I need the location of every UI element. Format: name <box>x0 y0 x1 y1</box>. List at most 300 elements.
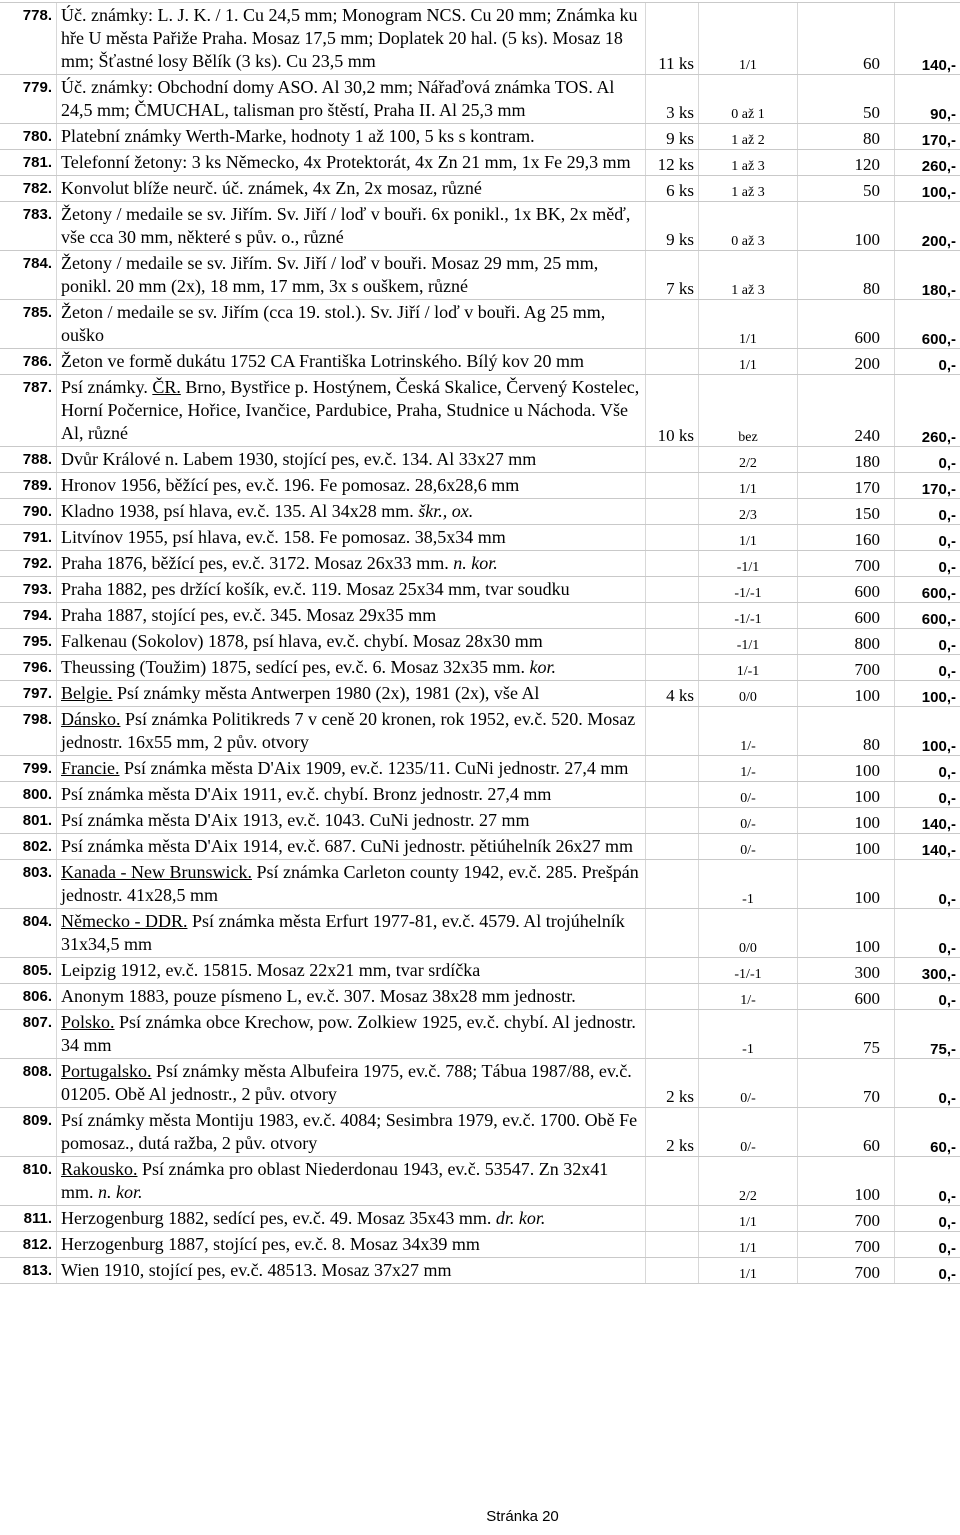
condition-note: dr. kor. <box>495 1208 546 1228</box>
lot-quantity <box>646 756 699 782</box>
lot-condition: 0 až 1 <box>699 75 798 124</box>
lot-condition: 0/- <box>699 808 798 834</box>
description-text: Herzogenburg 1882, sedící pes, ev.č. 49. Mosaz 35x43 mm. <box>61 1208 496 1228</box>
description-text: Žeton ve formě dukátu 1752 CA Františka Lotrinského. Bílý kov 20 mm <box>61 351 584 371</box>
lot-estimate: 700 <box>798 1206 895 1232</box>
lot-estimate: 100 <box>798 782 895 808</box>
lot-number: 784. <box>0 251 57 300</box>
lot-number: 800. <box>0 782 57 808</box>
description-text: Konvolut blíže neurč. úč. známek, 4x Zn, 2x mosaz, různé <box>61 178 482 198</box>
lot-quantity <box>646 300 699 349</box>
lot-quantity: 11 ks <box>646 3 699 75</box>
lot-result: 180,- <box>895 251 960 300</box>
country-heading: Rakousko. <box>61 1159 138 1179</box>
lot-condition: 1 až 2 <box>699 124 798 150</box>
lot-row <box>0 251 960 300</box>
lot-description <box>57 525 646 551</box>
lot-row <box>0 1232 960 1258</box>
lot-number: 778. <box>0 3 57 75</box>
description-text: Psí známka pro oblast Niederdonau 1943, ev.č. 53547. Zn 32x41 mm. <box>61 1159 609 1202</box>
description-text: Praha 1882, pes držící košík, ev.č. 119. Mosaz 25x34 mm, tvar soudku <box>61 579 570 599</box>
lot-description <box>57 1108 646 1157</box>
country-heading: ČR. <box>152 377 181 397</box>
lot-row <box>0 655 960 681</box>
lot-description <box>57 655 646 681</box>
description-text: Kladno 1938, psí hlava, ev.č. 135. Al 34x28 mm. <box>61 501 419 521</box>
lot-condition: 1/- <box>699 984 798 1010</box>
lot-quantity: 9 ks <box>646 124 699 150</box>
lot-estimate: 70 <box>798 1059 895 1108</box>
lot-number: 810. <box>0 1157 57 1206</box>
lot-description <box>57 808 646 834</box>
lot-number: 808. <box>0 1059 57 1108</box>
description-text: Dvůr Králové n. Labem 1930, stojící pes, ev.č. 134. Al 33x27 mm <box>61 449 537 469</box>
lot-number: 794. <box>0 603 57 629</box>
lot-number: 805. <box>0 958 57 984</box>
lot-result: 0,- <box>895 909 960 958</box>
lot-result: 0,- <box>895 629 960 655</box>
lot-result: 0,- <box>895 1232 960 1258</box>
lot-estimate: 75 <box>798 1010 895 1059</box>
lot-row <box>0 782 960 808</box>
lot-condition: -1/-1 <box>699 603 798 629</box>
lot-estimate: 600 <box>798 603 895 629</box>
lot-description <box>57 577 646 603</box>
lot-description <box>57 375 646 447</box>
lot-description <box>57 499 646 525</box>
lot-quantity <box>646 707 699 756</box>
description-text: Žetony / medaile se sv. Jiřím. Sv. Jiří / loď v bouři. Mosaz 29 mm, 25 mm, ponikl. 20 mm (2x), 18 mm, 17 mm, 3x s ouškem, různé <box>61 253 599 296</box>
lot-description <box>57 707 646 756</box>
lot-estimate: 100 <box>798 681 895 707</box>
lot-condition: 2/2 <box>699 447 798 473</box>
lot-result: 90,- <box>895 75 960 124</box>
description-text: Leipzig 1912, ev.č. 15815. Mosaz 22x21 mm, tvar srdíčka <box>61 960 481 980</box>
lot-result: 100,- <box>895 681 960 707</box>
description-text: Psí známka města Erfurt 1977-81, ev.č. 4579. Al trojúhelník 31x34,5 mm <box>61 911 625 954</box>
lot-result: 260,- <box>895 150 960 176</box>
lot-number: 811. <box>0 1206 57 1232</box>
lot-result: 0,- <box>895 349 960 375</box>
lot-condition: 1/1 <box>699 1258 798 1284</box>
country-heading: Kanada - New Brunswick. <box>61 862 252 882</box>
lot-description <box>57 1059 646 1108</box>
lot-number: 786. <box>0 349 57 375</box>
lot-quantity: 9 ks <box>646 202 699 251</box>
lot-number: 791. <box>0 525 57 551</box>
lot-result: 0,- <box>895 525 960 551</box>
lot-result: 100,- <box>895 176 960 202</box>
lot-estimate: 240 <box>798 375 895 447</box>
description-text: Žeton / medaile se sv. Jiřím (cca 19. stol.). Sv. Jiří / loď v bouři. Ag 25 mm, ouško <box>61 302 606 345</box>
lot-description <box>57 681 646 707</box>
lot-estimate: 100 <box>798 834 895 860</box>
lot-estimate: 100 <box>798 860 895 909</box>
lot-estimate: 50 <box>798 176 895 202</box>
lot-row <box>0 3 960 75</box>
lot-description <box>57 984 646 1010</box>
lot-description <box>57 1206 646 1232</box>
lot-condition: 2/2 <box>699 1157 798 1206</box>
description-text: Psí známka Politikreds 7 v ceně 20 kronen, rok 1952, ev.č. 520. Mosaz jednostr. 16x55 mm, 2 pův. otvory <box>61 709 636 752</box>
lot-condition: 1/1 <box>699 1232 798 1258</box>
lot-condition: -1 <box>699 860 798 909</box>
country-heading: Polsko. <box>61 1012 115 1032</box>
lot-estimate: 100 <box>798 202 895 251</box>
lot-description <box>57 75 646 124</box>
lot-result: 260,- <box>895 375 960 447</box>
lot-estimate: 120 <box>798 150 895 176</box>
lot-result: 0,- <box>895 447 960 473</box>
lot-number: 809. <box>0 1108 57 1157</box>
lot-estimate: 100 <box>798 1157 895 1206</box>
description-text: Praha 1887, stojící pes, ev.č. 345. Mosaz 29x35 mm <box>61 605 437 625</box>
lot-estimate: 700 <box>798 551 895 577</box>
description-text: Platební známky Werth-Marke, hodnoty 1 až 100, 5 ks s kontram. <box>61 126 535 146</box>
lot-row <box>0 603 960 629</box>
lot-estimate: 600 <box>798 300 895 349</box>
lot-condition: 2/3 <box>699 499 798 525</box>
lot-quantity: 7 ks <box>646 251 699 300</box>
lot-row <box>0 551 960 577</box>
lot-quantity: 2 ks <box>646 1059 699 1108</box>
lot-quantity <box>646 1157 699 1206</box>
lot-row <box>0 1108 960 1157</box>
description-text: Psí známky města Albufeira 1975, ev.č. 788; Tábua 1987/88, ev.č. 01205. Obě Al jednostr., 2 pův. otvory <box>61 1061 632 1104</box>
page-footer <box>0 1508 960 1525</box>
lot-quantity <box>646 782 699 808</box>
country-heading: Portugalsko. <box>61 1061 152 1081</box>
lot-row <box>0 150 960 176</box>
lot-row <box>0 707 960 756</box>
lot-description <box>57 150 646 176</box>
lot-description <box>57 629 646 655</box>
lot-condition: 1 až 3 <box>699 150 798 176</box>
lot-condition: -1/1 <box>699 551 798 577</box>
lot-row <box>0 681 960 707</box>
lot-condition: 1 až 3 <box>699 176 798 202</box>
lot-row <box>0 300 960 349</box>
lot-row <box>0 124 960 150</box>
lot-number: 785. <box>0 300 57 349</box>
country-heading: Francie. <box>61 758 120 778</box>
lot-row <box>0 1010 960 1059</box>
lot-row <box>0 349 960 375</box>
lot-result: 0,- <box>895 655 960 681</box>
lot-result: 0,- <box>895 860 960 909</box>
lot-quantity <box>646 525 699 551</box>
lot-number: 799. <box>0 756 57 782</box>
lot-description <box>57 1258 646 1284</box>
lot-number: 812. <box>0 1232 57 1258</box>
lot-row <box>0 808 960 834</box>
lot-quantity <box>646 655 699 681</box>
lot-estimate: 60 <box>798 3 895 75</box>
lot-condition: -1/-1 <box>699 577 798 603</box>
lot-condition: -1/1 <box>699 629 798 655</box>
lot-description <box>57 1010 646 1059</box>
lot-row <box>0 525 960 551</box>
lot-row <box>0 1157 960 1206</box>
lot-estimate: 80 <box>798 707 895 756</box>
lot-result: 0,- <box>895 1258 960 1284</box>
lot-quantity <box>646 577 699 603</box>
lot-number: 797. <box>0 681 57 707</box>
lot-table-body <box>0 3 960 1284</box>
lot-row <box>0 860 960 909</box>
lot-estimate: 160 <box>798 525 895 551</box>
lot-estimate: 80 <box>798 251 895 300</box>
lot-estimate: 600 <box>798 984 895 1010</box>
lot-quantity <box>646 629 699 655</box>
lot-number: 798. <box>0 707 57 756</box>
lot-description <box>57 447 646 473</box>
lot-estimate: 800 <box>798 629 895 655</box>
lot-row <box>0 447 960 473</box>
lot-result: 0,- <box>895 499 960 525</box>
lot-row <box>0 756 960 782</box>
lot-result: 140,- <box>895 834 960 860</box>
lot-condition: 0/0 <box>699 681 798 707</box>
lot-number: 801. <box>0 808 57 834</box>
lot-row <box>0 984 960 1010</box>
description-text: Praha 1876, běžící pes, ev.č. 3172. Mosaz 26x33 mm. <box>61 553 454 573</box>
description-text: Hronov 1956, běžící pes, ev.č. 196. Fe pomosaz. 28,6x28,6 mm <box>61 475 520 495</box>
lot-condition: -1 <box>699 1010 798 1059</box>
lot-result: 0,- <box>895 984 960 1010</box>
lot-row <box>0 75 960 124</box>
description-text: Psí známky. <box>61 377 153 397</box>
lot-condition: 1/1 <box>699 525 798 551</box>
lot-number: 782. <box>0 176 57 202</box>
lot-quantity <box>646 834 699 860</box>
description-text: Psí známka města D'Aix 1914, ev.č. 687. CuNi jednostr. pětiúhelník 26x27 mm <box>61 836 634 856</box>
lot-quantity <box>646 808 699 834</box>
lot-condition: 1/- <box>699 707 798 756</box>
lot-estimate: 300 <box>798 958 895 984</box>
lot-row <box>0 629 960 655</box>
description-text: Theussing (Toužim) 1875, sedící pes, ev.č. 6. Mosaz 32x35 mm. <box>61 657 530 677</box>
lot-result: 0,- <box>895 1059 960 1108</box>
lot-condition: bez <box>699 375 798 447</box>
lot-number: 793. <box>0 577 57 603</box>
lot-quantity <box>646 499 699 525</box>
description-text: Psí známky města Montiju 1983, ev.č. 4084; Sesimbra 1979, ev.č. 1700. Obě Fe pomosaz., dutá ražba, 2 pův. otvory <box>61 1110 638 1153</box>
lot-estimate: 100 <box>798 909 895 958</box>
lot-description <box>57 3 646 75</box>
lot-description <box>57 176 646 202</box>
lot-result: 0,- <box>895 1206 960 1232</box>
lot-result: 140,- <box>895 808 960 834</box>
lot-number: 803. <box>0 860 57 909</box>
lot-row <box>0 375 960 447</box>
lot-quantity: 2 ks <box>646 1108 699 1157</box>
lot-result: 170,- <box>895 124 960 150</box>
lot-number: 779. <box>0 75 57 124</box>
lot-condition: 0 až 3 <box>699 202 798 251</box>
lot-result: 300,- <box>895 958 960 984</box>
lot-estimate: 100 <box>798 756 895 782</box>
lot-number: 813. <box>0 1258 57 1284</box>
lot-row <box>0 909 960 958</box>
lot-estimate: 700 <box>798 1258 895 1284</box>
description-text: Psí známka města D'Aix 1911, ev.č. chybí. Bronz jednostr. 27,4 mm <box>61 784 552 804</box>
lot-table <box>0 2 960 1284</box>
lot-quantity <box>646 984 699 1010</box>
lot-condition: 1/1 <box>699 473 798 499</box>
lot-result: 100,- <box>895 707 960 756</box>
lot-quantity <box>646 958 699 984</box>
lot-quantity <box>646 551 699 577</box>
lot-result: 600,- <box>895 603 960 629</box>
condition-note: n. kor. <box>98 1182 143 1202</box>
lot-condition: 1/1 <box>699 349 798 375</box>
lot-quantity <box>646 1010 699 1059</box>
lot-description <box>57 834 646 860</box>
lot-estimate: 50 <box>798 75 895 124</box>
lot-description <box>57 202 646 251</box>
lot-quantity: 12 ks <box>646 150 699 176</box>
description-text: Anonym 1883, pouze písmeno L, ev.č. 307. Mosaz 38x28 mm jednostr. <box>61 986 576 1006</box>
lot-estimate: 60 <box>798 1108 895 1157</box>
lot-description <box>57 958 646 984</box>
condition-note: n. kor. <box>453 553 498 573</box>
lot-condition: 1/1 <box>699 1206 798 1232</box>
lot-quantity <box>646 1232 699 1258</box>
description-text: Litvínov 1955, psí hlava, ev.č. 158. Fe pomosaz. 38,5x34 mm <box>61 527 506 547</box>
description-text: Úč. známky: L. J. K. / 1. Cu 24,5 mm; Monogram NCS. Cu 20 mm; Známka ku hře U města Pařiže Praha. Mosaz 17,5 mm; Doplatek 20 hal. (5 ks). Mosaz 18 mm; Šťastné losy Bělík (3 ks). Cu 23,5 mm <box>61 5 638 71</box>
lot-estimate: 100 <box>798 808 895 834</box>
description-text: Žetony / medaile se sv. Jiřím. Sv. Jiří / loď v bouři. 6x ponikl., 1x BK, 2x měď, vše cca 30 mm, některé s pův. o., různé <box>61 204 631 247</box>
lot-quantity: 3 ks <box>646 75 699 124</box>
lot-number: 789. <box>0 473 57 499</box>
page-number: Stránka 20 <box>486 1508 559 1525</box>
description-text: Brno, Bystřice p. Hostýnem, Česká Skalice, Červený Kostelec, Horní Počernice, Hořice, Ivančice, Pardubice, Praha, Studnice u Náchoda. Vše Al, různé <box>61 377 640 443</box>
lot-description <box>57 909 646 958</box>
lot-description <box>57 1232 646 1258</box>
lot-description <box>57 124 646 150</box>
lot-result: 60,- <box>895 1108 960 1157</box>
lot-row <box>0 473 960 499</box>
lot-row <box>0 1258 960 1284</box>
lot-quantity <box>646 1206 699 1232</box>
lot-condition: 0/- <box>699 834 798 860</box>
lot-result: 75,- <box>895 1010 960 1059</box>
lot-description <box>57 251 646 300</box>
lot-result: 200,- <box>895 202 960 251</box>
lot-quantity: 4 ks <box>646 681 699 707</box>
lot-number: 792. <box>0 551 57 577</box>
lot-condition: 0/- <box>699 1108 798 1157</box>
lot-description <box>57 551 646 577</box>
lot-number: 795. <box>0 629 57 655</box>
lot-estimate: 170 <box>798 473 895 499</box>
lot-result: 0,- <box>895 756 960 782</box>
lot-number: 790. <box>0 499 57 525</box>
lot-row <box>0 176 960 202</box>
lot-condition: 1/- <box>699 756 798 782</box>
lot-quantity <box>646 473 699 499</box>
lot-estimate: 200 <box>798 349 895 375</box>
lot-result: 140,- <box>895 3 960 75</box>
lot-estimate: 180 <box>798 447 895 473</box>
condition-note: kor. <box>529 657 556 677</box>
country-heading: Německo - DDR. <box>61 911 188 931</box>
lot-description <box>57 603 646 629</box>
lot-quantity: 6 ks <box>646 176 699 202</box>
lot-estimate: 600 <box>798 577 895 603</box>
lot-condition: 1 až 3 <box>699 251 798 300</box>
lot-quantity <box>646 1258 699 1284</box>
lot-number: 796. <box>0 655 57 681</box>
lot-condition: 0/- <box>699 1059 798 1108</box>
description-text: Psí známka Carleton county 1942, ev.č. 285. Prešpán jednostr. 41x28,5 mm <box>61 862 639 905</box>
lot-condition: 1/-1 <box>699 655 798 681</box>
lot-number: 781. <box>0 150 57 176</box>
lot-description <box>57 782 646 808</box>
description-text: Herzogenburg 1887, stojící pes, ev.č. 8. Mosaz 34x39 mm <box>61 1234 480 1254</box>
country-heading: Dánsko. <box>61 709 121 729</box>
lot-condition: -1/-1 <box>699 958 798 984</box>
lot-description <box>57 300 646 349</box>
lot-result: 600,- <box>895 577 960 603</box>
lot-description <box>57 349 646 375</box>
lot-row <box>0 202 960 251</box>
lot-result: 170,- <box>895 473 960 499</box>
lot-quantity <box>646 447 699 473</box>
lot-description <box>57 860 646 909</box>
lot-description <box>57 473 646 499</box>
lot-number: 783. <box>0 202 57 251</box>
description-text: Psí známka obce Krechow, pow. Zolkiew 1925, ev.č. chybí. Al jednostr. 34 mm <box>61 1012 636 1055</box>
lot-number: 807. <box>0 1010 57 1059</box>
lot-estimate: 700 <box>798 655 895 681</box>
lot-quantity <box>646 909 699 958</box>
description-text: Falkenau (Sokolov) 1878, psí hlava, ev.č. chybí. Mosaz 28x30 mm <box>61 631 543 651</box>
lot-quantity: 10 ks <box>646 375 699 447</box>
lot-estimate: 150 <box>798 499 895 525</box>
lot-condition: 1/1 <box>699 300 798 349</box>
lot-condition: 0/- <box>699 782 798 808</box>
lot-row <box>0 834 960 860</box>
lot-condition: 0/0 <box>699 909 798 958</box>
lot-result: 600,- <box>895 300 960 349</box>
description-text: Psí známka města D'Aix 1913, ev.č. 1043. CuNi jednostr. 27 mm <box>61 810 530 830</box>
lot-result: 0,- <box>895 1157 960 1206</box>
description-text: Úč. známky: Obchodní domy ASO. Al 30,2 mm; Nářaďová známka TOS. Al 24,5 mm; ČMUCHAL, talisman pro štěstí, Praha II. Al 25,3 mm <box>61 77 615 120</box>
lot-row <box>0 1206 960 1232</box>
lot-estimate: 80 <box>798 124 895 150</box>
country-heading: Belgie. <box>61 683 113 703</box>
description-text: Psí známka města D'Aix 1909, ev.č. 1235/11. CuNi jednostr. 27,4 mm <box>119 758 629 778</box>
lot-quantity <box>646 603 699 629</box>
lot-result: 0,- <box>895 782 960 808</box>
description-text: Telefonní žetony: 3 ks Německo, 4x Protektorát, 4x Zn 21 mm, 1x Fe 29,3 mm <box>61 152 631 172</box>
lot-row <box>0 577 960 603</box>
lot-number: 780. <box>0 124 57 150</box>
lot-number: 802. <box>0 834 57 860</box>
description-text: Wien 1910, stojící pes, ev.č. 48513. Mosaz 37x27 mm <box>61 1260 452 1280</box>
lot-number: 804. <box>0 909 57 958</box>
lot-row <box>0 499 960 525</box>
condition-note: škr., ox. <box>418 501 474 521</box>
lot-number: 788. <box>0 447 57 473</box>
lot-description <box>57 1157 646 1206</box>
lot-estimate: 700 <box>798 1232 895 1258</box>
lot-condition: 1/1 <box>699 3 798 75</box>
lot-description <box>57 756 646 782</box>
lot-quantity <box>646 349 699 375</box>
